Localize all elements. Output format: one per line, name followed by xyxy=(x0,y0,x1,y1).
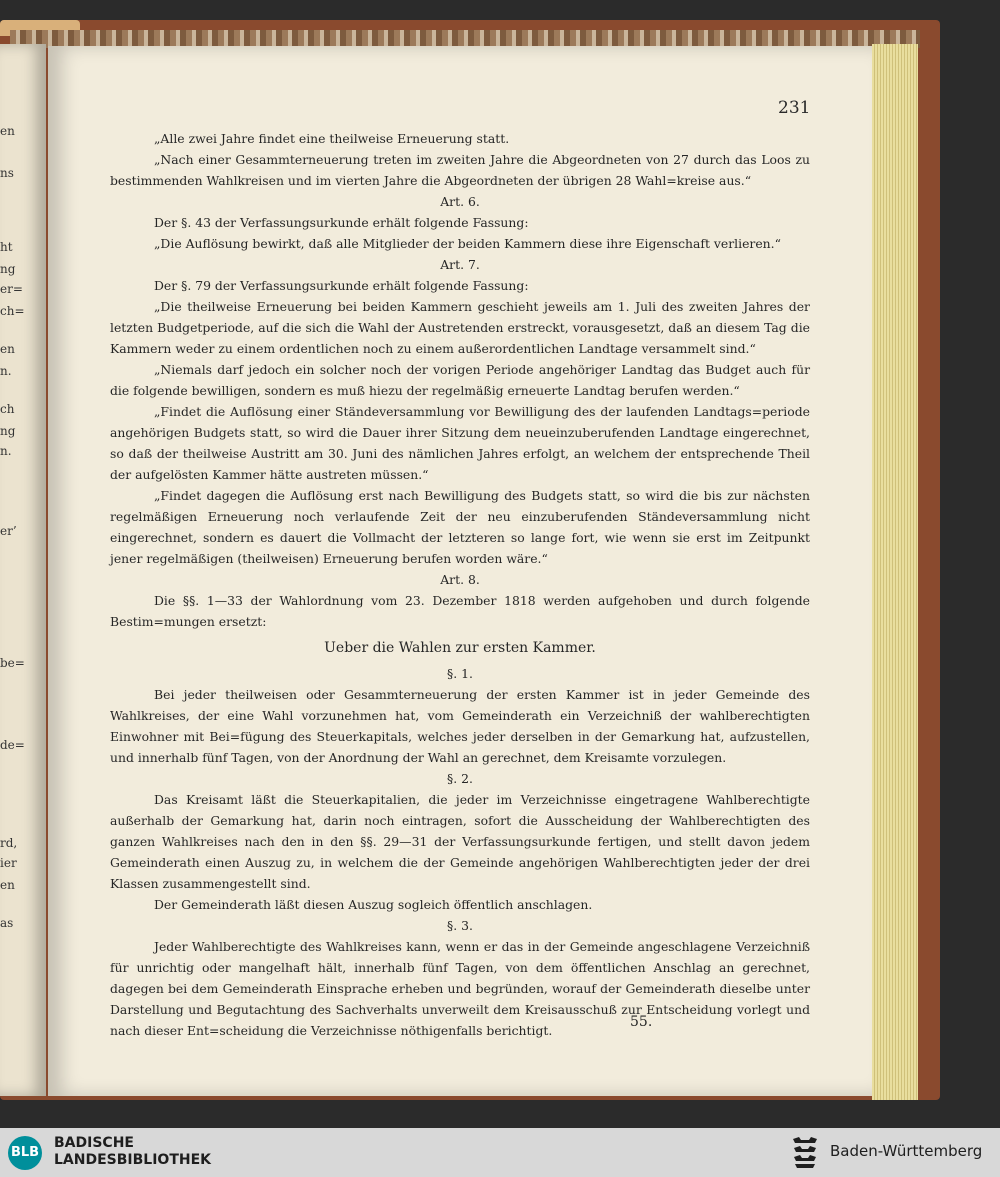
paragraph: „Die theilweise Erneuerung bei beiden Kammern geschieht jeweils am 1. Juli des zweiten Jahres der letzten Budgetperiode, auf die sich die Wahl der Austretenden erstreckt, vorausgesetzt, daß an diesem Tag die Kammern weder zu einem ordentlichen noch zu einem außerordentlichen Landtage versammelt sind.“ xyxy=(110,299,810,356)
left-page-fragment: er’ xyxy=(0,524,17,538)
paragraph: „Findet die Auflösung einer Ständeversammlung vor Bewilligung des der laufenden Landtags=periode angehörigen Budgets statt, so wird die Dauer ihrer Sitzung dem neueinzuberufenden Landtage eingerechnet, so daß der theilweise Austritt am 30. Juni des nämlichen Jahres erfolgt, an welchem der entsprechende Theil der aufgelösten Kammer hätte austreten müssen.“ xyxy=(110,404,810,482)
section-heading: §. 2. xyxy=(447,771,473,786)
left-page-fragment: ht xyxy=(0,240,13,254)
library-name-line2: LANDESBIBLIOTHEK xyxy=(54,1152,212,1168)
paragraph: „Die Auflösung bewirkt, daß alle Mitglieder der beiden Kammern diese ihre Eigenschaft verlieren.“ xyxy=(154,236,781,251)
section-heading: Art. 8. xyxy=(440,572,480,587)
left-page-fragment: ier xyxy=(0,856,17,870)
blb-logo[interactable]: BLB xyxy=(8,1136,42,1170)
page-edges xyxy=(872,44,918,1100)
paragraph: „Nach einer Gesammterneuerung treten im zweiten Jahre die Abgeordneten von 27 durch das Loos zu bestimmenden Wahlkreisen und im vierten Jahre die Abgeordneten der übrigen 28 Wahl=kreise aus.“ xyxy=(110,152,810,188)
left-page-fragment: ch= xyxy=(0,304,25,318)
footer-bar xyxy=(0,1128,1000,1177)
paragraph: Das Kreisamt läßt die Steuerkapitalien, die jeder im Verzeichnisse eingetragene Wahlberechtigte außerhalb der Gemarkung hat, darin noch eintragen, sofort die Ausscheidung der Wahlberechtigten des ganzen Wahlkreises nach den in den §§. 29—31 der Verfassungsurkunde fertigen, und stellt davon jedem Gemeinderath einen Auszug zu, in welchem die der Gemeinde angehörigen Wahlberechtigten jeder der drei Klassen zusammengestellt sind. xyxy=(110,792,810,891)
left-page-fragment: de= xyxy=(0,738,25,752)
paragraph: Der §. 43 der Verfassungsurkunde erhält folgende Fassung: xyxy=(154,215,529,230)
page-text xyxy=(110,128,810,1041)
paragraph: Der Gemeinderath läßt diesen Auszug sogleich öffentlich anschlagen. xyxy=(154,897,593,912)
left-page-fragment: rd, xyxy=(0,836,18,850)
section-heading: §. 3. xyxy=(447,918,473,933)
scanned-page xyxy=(48,46,872,1096)
left-page-fragment: en xyxy=(0,124,15,138)
left-page-fragment: n. xyxy=(0,444,12,458)
left-page-fragment: en xyxy=(0,342,15,356)
left-page-edge xyxy=(0,44,46,1096)
paragraph: Jeder Wahlberechtigte des Wahlkreises kann, wenn er das in der Gemeinde angeschlagene Verzeichniß für unrichtig oder mangelhaft hält, innerhalb fünf Tagen, von dem öffentlichen Anschlag an gerechnet, dagegen bei dem Gemeinderath Einsprache erheben und begründen, worauf der Gemeinderath dieselbe unter Darstellung und Begutachtung des Sachverhalts unverweilt dem Kreisausschuß zur Entscheidung vorlegt und nach dieser Ent=scheidung die Verzeichnisse nöthigenfalls berichtigt. xyxy=(110,939,810,1038)
paragraph: Der §. 79 der Verfassungsurkunde erhält folgende Fassung: xyxy=(154,278,529,293)
left-page-fragment: ns xyxy=(0,166,14,180)
page-number: 231 xyxy=(778,98,811,118)
left-page-fragment: ng xyxy=(0,424,16,438)
section-heading: §. 1. xyxy=(447,666,473,681)
left-page-fragment: ng xyxy=(0,262,16,276)
left-page-fragment: as xyxy=(0,916,14,930)
paragraph: Die §§. 1—33 der Wahlordnung vom 23. Dezember 1818 werden aufgehoben und durch folgende Bestim=mungen ersetzt: xyxy=(110,593,810,629)
paragraph: Bei jeder theilweisen oder Gesammterneuerung der ersten Kammer ist in jeder Gemeinde des Wahlkreises, der eine Wahl vorzunehmen hat, vom Gemeinderath ein Verzeichniß der wahlberechtigten Einwohner mit Bei=fügung des Steuerkapitals, welches jeder derselben in der Gemarkung hat, aufzustellen, und innerhalb fünf Tagen, von der Anordnung der Wahl an gerechnet, dem Kreisamte vorzulegen. xyxy=(110,687,810,765)
state-name[interactable]: Baden-Württemberg xyxy=(830,1142,983,1160)
left-page-fragment: er= xyxy=(0,282,23,296)
left-page-fragment: en xyxy=(0,878,15,892)
left-page-fragment: be= xyxy=(0,656,25,670)
paragraph: „Findet dagegen die Auflösung erst nach Bewilligung des Budgets statt, so wird die bis zur nächsten regelmäßigen Erneuerung noch verlaufende Zeit der neu einzuberufenden Ständeversammlung nicht eingerechnet, sondern es dauert die Vollmacht der letzteren so lange fort, wie wenn sie erst im Zeitpunkt jener regelmäßigen (theilweisen) Erneuerung berufen worden wäre.“ xyxy=(110,488,810,566)
section-heading: Art. 6. xyxy=(440,194,480,209)
section-heading: Art. 7. xyxy=(440,257,480,272)
left-page-fragment: ch xyxy=(0,402,15,416)
sheet-signature: 55. xyxy=(630,1014,653,1030)
left-page-fragment: n. xyxy=(0,364,12,378)
chapter-heading: Ueber die Wahlen zur ersten Kammer. xyxy=(324,640,596,656)
library-name-line1: BADISCHE xyxy=(54,1135,134,1151)
stag-coat-of-arms-icon[interactable] xyxy=(791,1136,819,1170)
library-name[interactable] xyxy=(54,1135,211,1169)
paragraph: „Alle zwei Jahre findet eine theilweise Erneuerung statt. xyxy=(154,131,510,146)
paragraph: „Niemals darf jedoch ein solcher noch der vorigen Periode angehöriger Landtag das Budget auch für die folgende bewilligen, sondern es muß hiezu der regelmäßig erneuerte Landtag berufen werden.“ xyxy=(110,362,810,398)
